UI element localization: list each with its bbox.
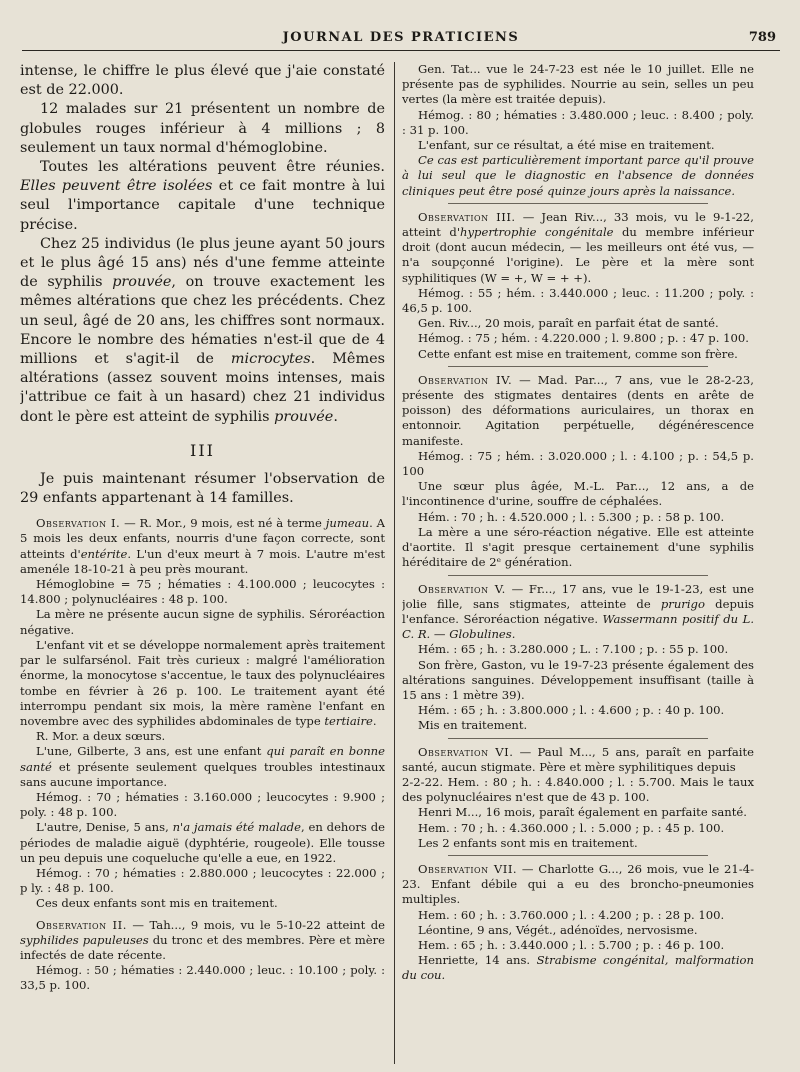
emphasis: qui paraît en bonne santé: [20, 744, 385, 774]
emphasis: Ce cas est particulièrement important parce qu'il prouve à lui seul que le diagnostic en l'absence de données cliniques peut être posé quinze jours après la naissance.: [402, 153, 754, 198]
blood-values: Hémog. : 80 ; hématies : 3.480.000 ; leuc. : 8.400 ; poly. : 31 p. 100.: [402, 107, 754, 137]
text: depuis l'enfance. Séroréaction négative.: [402, 596, 754, 626]
blood-values: Hémog. : 75 ; hém. : 3.020.000 ; l. : 4.100 ; p. : 54,5 p. 100: [402, 448, 754, 479]
text: — Jean Riv..., 33 mois, vu le 9-1-22, atteint d': [402, 209, 754, 240]
emphasis: Strabisme congénital, malformation du cou.: [402, 953, 754, 983]
observation-2-continued: [402, 62, 754, 199]
obs-lead: [402, 862, 754, 908]
observation-5: [402, 582, 754, 734]
text: Chez 25 individus (le plus jeune ayant 50 jours et le plus âgé 15 ans) nés d'une femme atteinte de syphilis: [20, 235, 385, 291]
blood-values: 2-2-22. Hem. : 80 ; h. : 4.840.000 ; l. : 5.700. Mais le taux des polynucléaires n'est que de 43 p. 100.: [402, 774, 754, 805]
blood-values: Hém. : 65 ; h. : 3.800.000 ; l. : 4.600 ; p. : 40 p. 100.: [418, 703, 725, 718]
blood-values: Hem. : 65 ; h. : 3.440.000 ; l. : 5.700 ; p. : 46 p. 100.: [418, 937, 725, 952]
paragraph: [20, 158, 385, 235]
paragraph: [20, 235, 385, 427]
blood-values: Hémoglobine = 75 ; hématies : 4.100.000 ; leucocytes : 14.800 ; polynucléaires : 48 p. 100.: [20, 577, 385, 607]
observation-3: [402, 210, 754, 362]
obs-lead: [20, 918, 385, 964]
emphasis: prouvée: [274, 408, 334, 425]
blood-values: Hémog. : 70 ; hématies : 2.880.000 ; leucocytes : 22.000 ; p ly. : 48 p. 100.: [20, 865, 385, 896]
blood-values: Hém. : 70 ; h. : 4.520.000 ; l. : 5.300 ; p. : 58 p. 100.: [418, 509, 725, 524]
observation-label: Observation VII.: [418, 861, 518, 876]
text: — Tah..., 9 mois, vu le 5-10-22 atteint de: [126, 917, 385, 932]
observation-label: Observation I.: [36, 516, 121, 531]
paragraph: Son frère, Gaston, vu le 19-7-23 présente également des altérations sanguines. Développement insuffisant (taille à 15 ans : 1 mètre 39).: [402, 657, 754, 702]
observation-4: [402, 373, 754, 571]
obs-lead: [402, 210, 754, 286]
text: , on trouve exactement les mêmes altérations que chez les précédents. Chez un seul, âgé de 20 ans, les chiffres sont normaux. Encore le nombre des hématies n'est-il que de 4 millions et s'agit-il de: [20, 274, 385, 368]
text: Toutes les altérations peuvent être réunies.: [40, 159, 385, 176]
blood-values: Hémog. : 70 ; hématies : 3.160.000 ; leucocytes : 9.900 ; poly. : 48 p. 100.: [20, 789, 385, 820]
section-intro: Je puis maintenant résumer l'observation de 29 enfants appartenant à 14 familles.: [20, 470, 385, 507]
divider: [448, 738, 708, 739]
page-number: 789: [748, 30, 776, 45]
divider: [448, 855, 708, 856]
text: L'autre, Denise, 5 ans,: [36, 820, 173, 835]
right-column: [402, 62, 754, 1064]
paragraph: Une sœur plus âgée, M.-L. Par..., 12 ans, a de l'incontinence d'urine, souffre de céphalées.: [402, 479, 754, 509]
paragraph: Gen. Riv..., 20 mois, paraît en parfait état de santé.: [418, 316, 719, 331]
emphasis: Wassermann positif du L. C. R. — Globulines.: [402, 611, 754, 642]
text: .: [333, 408, 338, 425]
paragraph: R. Mor. a deux sœurs.: [36, 729, 166, 744]
emphasis: Elles peuvent être isolées: [20, 178, 213, 195]
text: Henriette, 14 ans.: [418, 953, 537, 968]
text: .: [372, 713, 377, 728]
paragraph: [20, 62, 385, 100]
text: intense, le chiffre le plus élevé que j'aie constaté est de 22.000.: [20, 63, 385, 99]
paragraph: [402, 153, 754, 199]
text: — Mad. Par..., 7 ans, vue le 28-2-23, présente des stigmates dentaires (dents en arête de poisson) des déformations auriculaires, un thorax en entonnoir. Agitation perpétuelle, dégénérescence manifeste.: [402, 372, 754, 448]
observation-label: Observation IV.: [418, 372, 513, 387]
running-header: [22, 28, 780, 51]
emphasis: microcytes: [230, 351, 311, 368]
paragraph: Cette enfant est mise en traitement, comme son frère.: [418, 346, 738, 361]
emphasis: jumeau: [325, 516, 370, 531]
text: 12 malades sur 21 présentent un nombre de globules rouges inférieur à 4 millions ; 8 seulement un taux normal d'hémoglobine.: [20, 101, 385, 156]
emphasis: tertiaire: [324, 713, 373, 728]
obs-lead: [402, 373, 754, 449]
obs-lead: [20, 516, 385, 577]
blood-values: Hémog. : 75 ; hém. : 4.220.000 ; l. 9.800 ; p. : 47 p. 100.: [418, 331, 749, 346]
paragraph: Ces deux enfants sont mis en traitement.: [36, 896, 278, 911]
observation-1: [20, 516, 385, 911]
obs-lead: [402, 582, 754, 643]
observation-label: Observation III.: [418, 209, 516, 224]
text: du tronc et des membres. Père et mère infectés de date récente.: [20, 932, 385, 962]
text: L'une, Gilberte, 3 ans, est une enfant: [36, 744, 267, 759]
observation-7: [402, 862, 754, 984]
text: — Paul M..., 5 ans, paraît en parfaite santé, aucun stigmate. Père et mère syphilitiques depuis: [402, 744, 754, 774]
paragraph: La mère a une séro-réaction négative. Elle est atteinte d'aortite. Il s'agit presque certainement d'une syphilis héréditaire de 2ᵉ génération.: [402, 524, 754, 570]
divider: [448, 366, 708, 367]
emphasis: entérite: [80, 546, 128, 561]
divider: [448, 203, 708, 204]
paragraph: L'enfant, sur ce résultat, a été mise en traitement.: [418, 138, 715, 153]
divider: [448, 575, 708, 576]
paragraph: Henri M..., 16 mois, paraît également en parfaite santé.: [418, 805, 747, 820]
observation-2: [20, 918, 385, 994]
text: et ce fait montre à lui seul l'importance capitale d'une technique précise.: [20, 178, 385, 233]
observation-label: Observation V.: [418, 581, 506, 596]
emphasis: syphilides papuleuses: [20, 932, 149, 947]
left-column: [20, 62, 385, 1064]
text: du membre inférieur droit (dont aucun médecin, — les meilleurs ont été vus, — n'a soupçonné l'origine). Le père et la mère sont syphilitiques (W = +, W = + +).: [402, 225, 754, 285]
paragraph: Les 2 enfants sont mis en traitement.: [418, 835, 638, 850]
text: . L'un d'eux meurt à 7 mois. L'autre m'est amenéle 18-10-21 à peu près mourant.: [20, 546, 385, 576]
journal-title: JOURNAL DES PRATICIENS: [282, 30, 520, 45]
paragraph: Mis en traitement.: [418, 718, 528, 733]
obs-lead: [402, 745, 754, 775]
emphasis: prurigo: [660, 596, 705, 611]
text: et présente seulement quelques troubles intestinaux sans aucune importance.: [20, 759, 385, 789]
blood-values: Hémog. : 50 ; hématies : 2.440.000 ; leuc. : 10.100 ; poly. : 33,5 p. 100.: [20, 963, 385, 993]
text: L'enfant vit et se développe normalement après traitement par le sulfarsénol. Fait très curieux : malgré l'amélioration énorme, la monocytose s'accentue, le taux des polynucléaires tombe en février à 26 p. 100. Le traitement ayant été interrompu pendant six mois, la mère ramène l'enfant en novembre avec des syphilides abdominales de type: [20, 637, 385, 728]
blood-values: Hémog. : 55 ; hém. : 3.440.000 ; leuc. : 11.200 ; poly. : 46,5 p. 100.: [402, 285, 754, 316]
paragraph: [20, 744, 385, 790]
text: . A 5 mois les deux enfants, nourris d'une façon correcte, sont atteints d': [20, 516, 385, 561]
emphasis: prouvée: [112, 274, 172, 291]
paragraph: [20, 100, 385, 158]
blood-values: Hem. : 70 ; h. : 4.360.000 ; l. : 5.000 ; p. : 45 p. 100.: [418, 820, 725, 835]
paragraph: Gen. Tat... vue le 24-7-23 est née le 10 juillet. Elle ne présente pas de syphilides. Nourrie au sein, selles un peu vertes (la mère est traitée depuis).: [402, 62, 754, 107]
paragraph: [402, 953, 754, 983]
observation-label: Observation II.: [36, 917, 127, 932]
emphasis: hypertrophie congénitale: [460, 225, 614, 240]
emphasis: n'a jamais été malade: [172, 820, 301, 835]
observation-6: [402, 745, 754, 851]
text: — Charlotte G..., 26 mois, vue le 21-4-23. Enfant débile qui a eu des broncho-pneumonies multiples.: [402, 861, 754, 907]
paragraph: [20, 820, 385, 866]
paragraph: [20, 638, 385, 729]
intro-text: [20, 62, 385, 508]
observation-label: Observation VI.: [418, 744, 514, 759]
text: — R. Mor., 9 mois, est né à terme: [120, 516, 326, 531]
text: . Mêmes altérations (assez souvent moins intenses, mais j'attribue ce fait à un hasard) chez 21 individus dont le père est atteint de syphilis: [20, 351, 385, 425]
paragraph: La mère ne présente aucun signe de syphilis. Séroréaction négative.: [20, 607, 385, 637]
text: , en dehors de périodes de maladie aiguë (dyphtérie, rougeole). Elle tousse un peu depuis une coqueluche qu'elle a eue, en 1922.: [20, 820, 385, 865]
column-rule: [394, 62, 395, 1064]
blood-values: Hém. : 65 ; h. : 3.280.000 ; L. : 7.100 ; p. : 55 p. 100.: [418, 642, 729, 657]
text: — Fr..., 17 ans, vue le 19-1-23, est une jolie fille, sans stigmates, atteinte de: [402, 581, 754, 611]
section-heading: III: [190, 440, 215, 460]
blood-values: Hem. : 60 ; h. : 3.760.000 ; l. : 4.200 ; p. : 28 p. 100.: [418, 907, 725, 922]
paragraph: Léontine, 9 ans, Végét., adénoïdes, nervosisme.: [418, 922, 698, 937]
